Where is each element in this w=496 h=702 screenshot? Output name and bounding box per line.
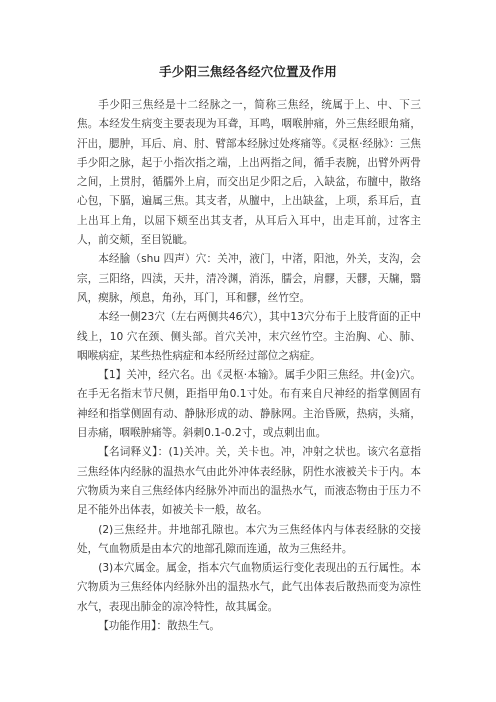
paragraph: 【名词释义】：(1)关冲。关，关卡也。冲，冲射之状也。该穴名意指三焦经体内经脉的温热水气由此外冲体表经脉，阴性水液被关卡于内。本穴物质为来自三焦经体内经脉外冲而出的温热水气，而液态物由于压力不足不能外出体表，如被关卡一般，故名。 bbox=[77, 446, 421, 517]
paragraph: 【功能作用】：散热生气。 bbox=[98, 620, 221, 633]
paragraph: (3)本穴属金。属金，指本穴气血物质运行变化表现出的五行属性。本穴物质为三焦经体内经脉外出的温热水气，此气出体表后散热而变为凉性水气，表现出肺金的凉冷特性，故其属金。 bbox=[77, 562, 421, 613]
paragraph: 本经一侧23穴（左右两侧共46穴），其中13穴分布于上肢背面的正中线上，10 穴在颈、侧头部。首穴关冲，末穴丝竹空。主治胸、心、肺、咽喉病症，某些热性病症和本经所经过部位之病症。 bbox=[77, 311, 421, 362]
document-body bbox=[77, 96, 421, 636]
paragraph: 【1】关冲，经穴名。出《灵枢·本输》。属手少阳三焦经。井(金)穴。在手无名指末节尺侧，距指甲角0.1寸处。布有来自尺神经的指掌侧固有神经和指掌侧固有动、静脉形成的动、静脉网。主治昏厥，热病，头痛，目赤痛，咽喉肿痛等。斜刺0.1-0.2寸，或点刺出血。 bbox=[77, 369, 421, 440]
paragraph: 本经腧（shu 四声）穴：关冲，液门，中渚，阳池，外关，支沟，会宗，三阳络，四渎，天井，清冷渊，消泺，臑会，肩髎，天髎，天牖，翳风，瘈脉，颅息，角孙，耳门，耳和髎，丝竹空。 bbox=[77, 253, 421, 304]
document-title: 手少阳三焦经各经穴位置及作用 bbox=[159, 64, 337, 79]
paragraph: (2)三焦经井。井地部孔隙也。本穴为三焦经体内与体表经脉的交接处，气血物质是由本穴的地部孔隙而连通，故为三焦经井。 bbox=[77, 523, 421, 555]
paragraph: 手少阳三焦经是十二经脉之一，简称三焦经，统属于上、中、下三焦。本经发生病变主要表现为耳聋，耳鸣，咽喉肿痛，外三焦经眼角痛，汗出，腮肿，耳后、肩、肘、臂部本经脉过处疼痛等。《灵枢·经脉》：三焦手少阳之脉，起于小指次指之端，上出两指之间，循手表腕，出臂外两骨之间，上贯肘，循臑外上肩，而交出足少阳之后，入缺盆，布膻中，散络心包，下膈，遍属三焦。其支者，从膻中，上出缺盆，上项，系耳后，直上出耳上角，以屈下颊至出其支者，从耳后入耳中，出走耳前，过客主人，前交颊，至目锐眦。 bbox=[77, 99, 421, 247]
